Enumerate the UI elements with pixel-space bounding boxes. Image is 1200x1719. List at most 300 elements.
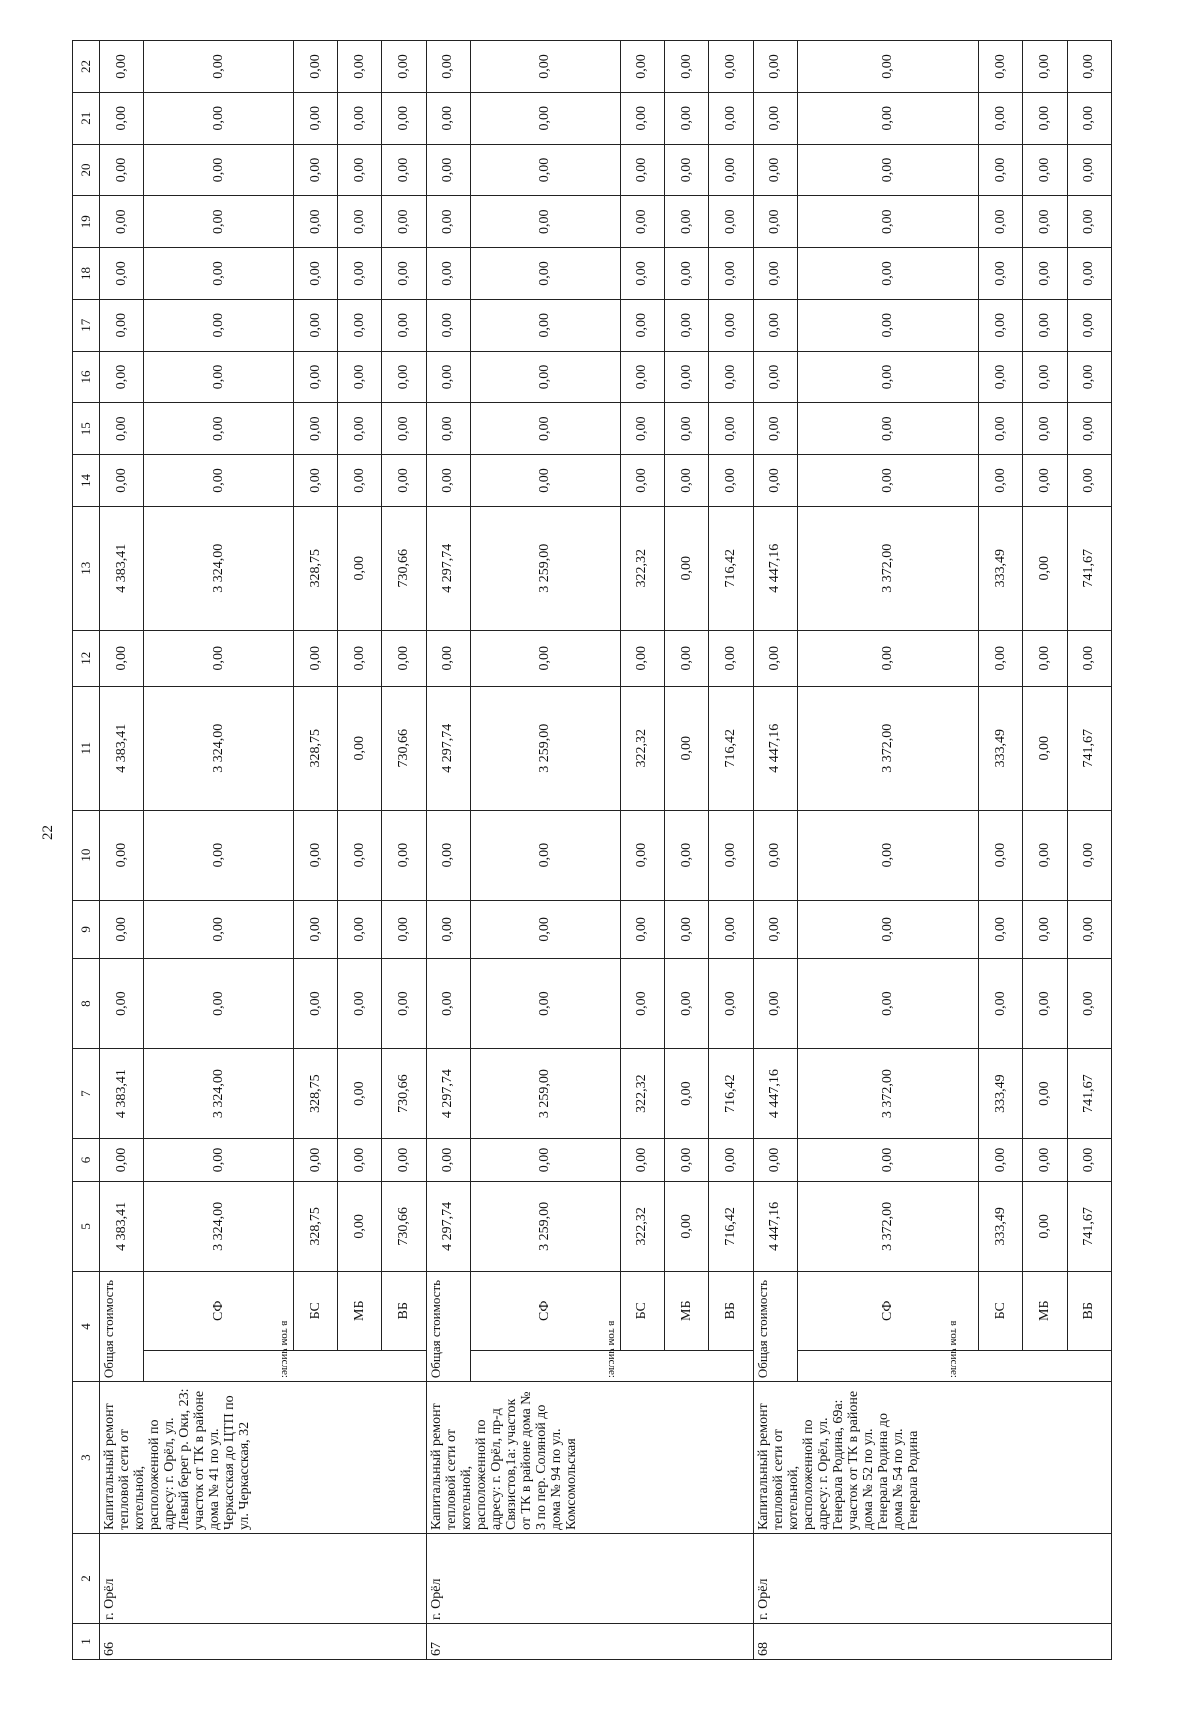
object-description: Капитальный ремонт тепловой сети от котельной, расположенной по адресу: г. Орёл, ул. Генерала Родина, 69а: участок от ТК в районе дома № 52 по ул. Генерала Родина до дома № 54 по ул. Генерала Родина: [753, 1382, 1112, 1534]
value-cell: 716,42: [709, 1049, 753, 1139]
value-cell: 0,00: [382, 248, 426, 300]
value-cell: 730,66: [382, 686, 426, 810]
value-cell: 0,00: [620, 196, 664, 248]
value-cell: 0,00: [797, 959, 978, 1049]
value-cell: 0,00: [382, 351, 426, 403]
value-cell: 3 259,00: [471, 1049, 621, 1139]
value-cell: 0,00: [426, 403, 470, 455]
value-cell: 0,00: [1023, 41, 1067, 93]
value-cell: 4 447,16: [753, 1049, 797, 1139]
value-cell: 0,00: [797, 196, 978, 248]
value-cell: 0,00: [709, 351, 753, 403]
value-cell: 0,00: [797, 351, 978, 403]
value-cell: 0,00: [753, 248, 797, 300]
value-cell: 0,00: [979, 959, 1023, 1049]
col-header: 11: [73, 686, 100, 810]
value-cell: 0,00: [426, 900, 470, 959]
object-description: Капитальный ремонт тепловой сети от котельной, расположенной по адресу: г. Орёл, пр-д Связистов,1а: участок от ТК в районе дома № 3 по пер. Соляной до дома № 94 по ул. Комсомольская: [426, 1382, 753, 1534]
value-cell: 0,00: [979, 299, 1023, 351]
value-cell: 0,00: [753, 92, 797, 144]
in-total-group-label: [797, 1320, 1111, 1382]
value-cell: 0,00: [1023, 686, 1067, 810]
value-cell: 0,00: [382, 41, 426, 93]
funding-source: СФ: [144, 1271, 294, 1350]
value-cell: 0,00: [709, 92, 753, 144]
column-number-row: [73, 41, 100, 1660]
value-cell: 0,00: [426, 41, 470, 93]
value-cell: 0,00: [1067, 196, 1111, 248]
value-cell: 328,75: [293, 506, 337, 630]
object-city: г. Орёл: [753, 1534, 1112, 1624]
value-cell: 0,00: [338, 686, 382, 810]
value-cell: 0,00: [426, 351, 470, 403]
value-cell: 0,00: [144, 810, 294, 900]
value-cell: 0,00: [338, 196, 382, 248]
value-cell: 0,00: [100, 900, 144, 959]
value-cell: 0,00: [753, 299, 797, 351]
value-cell: 0,00: [979, 351, 1023, 403]
value-cell: 0,00: [709, 403, 753, 455]
value-cell: 0,00: [620, 900, 664, 959]
funding-source: СФ: [797, 1271, 978, 1350]
value-cell: 0,00: [797, 92, 978, 144]
value-cell: 0,00: [100, 248, 144, 300]
funding-type-total: Общая стоимость: [100, 1271, 144, 1381]
funding-source: МБ: [664, 1271, 708, 1350]
value-cell: 3 324,00: [144, 686, 294, 810]
value-cell: 0,00: [753, 810, 797, 900]
value-cell: 0,00: [144, 959, 294, 1049]
funding-source: ВБ: [709, 1271, 753, 1350]
value-cell: 0,00: [664, 1139, 708, 1182]
value-cell: 0,00: [338, 299, 382, 351]
value-cell: 3 259,00: [471, 1181, 621, 1271]
value-cell: 0,00: [426, 455, 470, 507]
value-cell: 0,00: [293, 403, 337, 455]
value-cell: 0,00: [426, 630, 470, 686]
value-cell: 741,67: [1067, 686, 1111, 810]
value-cell: 0,00: [144, 248, 294, 300]
value-cell: 0,00: [797, 41, 978, 93]
value-cell: 0,00: [293, 351, 337, 403]
value-cell: 0,00: [664, 630, 708, 686]
value-cell: 0,00: [293, 299, 337, 351]
value-cell: 0,00: [382, 900, 426, 959]
value-cell: 3 324,00: [144, 1049, 294, 1139]
value-cell: 0,00: [620, 41, 664, 93]
value-cell: 0,00: [1023, 1139, 1067, 1182]
value-cell: 0,00: [1023, 1049, 1067, 1139]
funding-source: МБ: [1023, 1271, 1067, 1350]
value-cell: 0,00: [1067, 403, 1111, 455]
value-cell: 322,32: [620, 1049, 664, 1139]
value-cell: 0,00: [144, 92, 294, 144]
value-cell: 4 383,41: [100, 506, 144, 630]
value-cell: 0,00: [753, 900, 797, 959]
value-cell: 741,67: [1067, 1181, 1111, 1271]
value-cell: 0,00: [664, 248, 708, 300]
value-cell: 0,00: [338, 900, 382, 959]
value-cell: 0,00: [620, 144, 664, 196]
value-cell: 0,00: [664, 900, 708, 959]
value-cell: 0,00: [620, 248, 664, 300]
value-cell: 0,00: [100, 299, 144, 351]
value-cell: 0,00: [471, 455, 621, 507]
table-row: [100, 41, 144, 1660]
value-cell: 0,00: [664, 92, 708, 144]
value-cell: 0,00: [797, 900, 978, 959]
value-cell: 0,00: [100, 1139, 144, 1182]
value-cell: 0,00: [979, 810, 1023, 900]
value-cell: 0,00: [664, 1181, 708, 1271]
value-cell: 0,00: [1023, 506, 1067, 630]
value-cell: 0,00: [293, 455, 337, 507]
col-header: 16: [73, 351, 100, 403]
value-cell: 4 447,16: [753, 506, 797, 630]
value-cell: 0,00: [797, 403, 978, 455]
value-cell: 0,00: [426, 299, 470, 351]
value-cell: 4 297,74: [426, 686, 470, 810]
value-cell: 0,00: [979, 144, 1023, 196]
value-cell: 0,00: [338, 41, 382, 93]
value-cell: 0,00: [797, 144, 978, 196]
value-cell: 0,00: [100, 41, 144, 93]
value-cell: 0,00: [293, 810, 337, 900]
value-cell: 0,00: [664, 959, 708, 1049]
col-header: 4: [73, 1271, 100, 1381]
value-cell: 0,00: [100, 196, 144, 248]
value-cell: 4 447,16: [753, 686, 797, 810]
value-cell: 0,00: [471, 351, 621, 403]
value-cell: 0,00: [100, 959, 144, 1049]
value-cell: 0,00: [144, 196, 294, 248]
value-cell: 0,00: [382, 403, 426, 455]
value-cell: 0,00: [1023, 196, 1067, 248]
value-cell: 0,00: [1067, 810, 1111, 900]
value-cell: 0,00: [979, 196, 1023, 248]
funding-source: ВБ: [1067, 1271, 1111, 1350]
value-cell: 0,00: [753, 351, 797, 403]
value-cell: 322,32: [620, 1181, 664, 1271]
in-total-group-label: [144, 1320, 426, 1382]
table-body: [100, 41, 1112, 1660]
value-cell: 0,00: [709, 299, 753, 351]
value-cell: 0,00: [1067, 41, 1111, 93]
value-cell: 0,00: [620, 351, 664, 403]
value-cell: 0,00: [100, 455, 144, 507]
value-cell: 0,00: [709, 196, 753, 248]
value-cell: 3 372,00: [797, 506, 978, 630]
value-cell: 0,00: [426, 248, 470, 300]
value-cell: 0,00: [797, 248, 978, 300]
value-cell: 322,32: [620, 506, 664, 630]
value-cell: 0,00: [1067, 144, 1111, 196]
value-cell: 0,00: [1023, 455, 1067, 507]
value-cell: 0,00: [620, 92, 664, 144]
col-header: 19: [73, 196, 100, 248]
value-cell: 0,00: [664, 41, 708, 93]
value-cell: 4 383,41: [100, 1049, 144, 1139]
value-cell: 0,00: [664, 1049, 708, 1139]
value-cell: 3 372,00: [797, 686, 978, 810]
in-total-group-label: [471, 1320, 753, 1382]
value-cell: 0,00: [709, 1139, 753, 1182]
value-cell: 730,66: [382, 506, 426, 630]
value-cell: 0,00: [797, 1139, 978, 1182]
value-cell: 0,00: [471, 92, 621, 144]
value-cell: 0,00: [620, 403, 664, 455]
value-cell: 0,00: [338, 403, 382, 455]
value-cell: 0,00: [753, 959, 797, 1049]
value-cell: 0,00: [1023, 900, 1067, 959]
value-cell: 0,00: [426, 810, 470, 900]
funding-type-total: Общая стоимость: [753, 1271, 797, 1381]
value-cell: 0,00: [426, 1139, 470, 1182]
value-cell: 0,00: [338, 1181, 382, 1271]
value-cell: 0,00: [100, 144, 144, 196]
col-header: 1: [73, 1624, 100, 1660]
value-cell: 0,00: [144, 455, 294, 507]
value-cell: 322,32: [620, 686, 664, 810]
object-number: 68: [753, 1624, 1112, 1660]
value-cell: 0,00: [709, 455, 753, 507]
value-cell: 0,00: [144, 630, 294, 686]
value-cell: 3 372,00: [797, 1181, 978, 1271]
in-total-label-text: в том числе:: [279, 1320, 291, 1379]
value-cell: 0,00: [797, 630, 978, 686]
object-number: 66: [100, 1624, 427, 1660]
object-city: г. Орёл: [426, 1534, 753, 1624]
value-cell: 0,00: [382, 630, 426, 686]
value-cell: 0,00: [293, 144, 337, 196]
value-cell: 0,00: [100, 403, 144, 455]
value-cell: 3 259,00: [471, 506, 621, 630]
value-cell: 0,00: [293, 1139, 337, 1182]
value-cell: 0,00: [979, 92, 1023, 144]
value-cell: 0,00: [664, 351, 708, 403]
col-header: 14: [73, 455, 100, 507]
value-cell: 0,00: [144, 299, 294, 351]
value-cell: 4 297,74: [426, 1049, 470, 1139]
object-number: 67: [426, 1624, 753, 1660]
value-cell: 0,00: [1067, 351, 1111, 403]
value-cell: 0,00: [338, 1049, 382, 1139]
value-cell: 3 324,00: [144, 506, 294, 630]
value-cell: 0,00: [1023, 630, 1067, 686]
value-cell: 0,00: [753, 1139, 797, 1182]
value-cell: 333,49: [979, 1049, 1023, 1139]
value-cell: 0,00: [382, 196, 426, 248]
funding-source: СФ: [471, 1271, 621, 1350]
value-cell: 0,00: [293, 41, 337, 93]
value-cell: 0,00: [338, 92, 382, 144]
value-cell: 0,00: [293, 630, 337, 686]
value-cell: 333,49: [979, 1181, 1023, 1271]
value-cell: 0,00: [1023, 959, 1067, 1049]
funding-source: БС: [979, 1271, 1023, 1350]
value-cell: 0,00: [338, 351, 382, 403]
funding-source: ВБ: [382, 1271, 426, 1350]
value-cell: 0,00: [1023, 1181, 1067, 1271]
value-cell: 0,00: [1023, 403, 1067, 455]
value-cell: 0,00: [293, 959, 337, 1049]
value-cell: 0,00: [471, 248, 621, 300]
page-number: 22: [40, 825, 56, 840]
value-cell: 0,00: [709, 630, 753, 686]
value-cell: 0,00: [709, 248, 753, 300]
value-cell: 0,00: [426, 92, 470, 144]
value-cell: 0,00: [753, 196, 797, 248]
value-cell: 0,00: [1023, 810, 1067, 900]
col-header: 2: [73, 1534, 100, 1624]
value-cell: 0,00: [709, 900, 753, 959]
value-cell: 730,66: [382, 1049, 426, 1139]
value-cell: 0,00: [144, 1139, 294, 1182]
col-header: 8: [73, 959, 100, 1049]
value-cell: 741,67: [1067, 1049, 1111, 1139]
col-header: 5: [73, 1181, 100, 1271]
value-cell: 0,00: [979, 455, 1023, 507]
value-cell: 0,00: [144, 351, 294, 403]
value-cell: 0,00: [100, 351, 144, 403]
value-cell: 0,00: [338, 248, 382, 300]
value-cell: 716,42: [709, 506, 753, 630]
value-cell: 0,00: [100, 630, 144, 686]
value-cell: 0,00: [471, 900, 621, 959]
value-cell: 0,00: [979, 900, 1023, 959]
object-city: г. Орёл: [100, 1534, 427, 1624]
repair-cost-table: [72, 40, 1112, 1660]
col-header: 6: [73, 1139, 100, 1182]
value-cell: 0,00: [979, 630, 1023, 686]
value-cell: 0,00: [753, 630, 797, 686]
col-header: 17: [73, 299, 100, 351]
col-header: 3: [73, 1382, 100, 1534]
value-cell: 0,00: [753, 144, 797, 196]
value-cell: 0,00: [426, 959, 470, 1049]
value-cell: 328,75: [293, 686, 337, 810]
value-cell: 0,00: [620, 810, 664, 900]
value-cell: 0,00: [1023, 144, 1067, 196]
rotated-table-wrapper: [72, 40, 1112, 1660]
col-header: 18: [73, 248, 100, 300]
col-header: 13: [73, 506, 100, 630]
value-cell: 716,42: [709, 1181, 753, 1271]
value-cell: 0,00: [1067, 900, 1111, 959]
value-cell: 4 447,16: [753, 1181, 797, 1271]
value-cell: 3 324,00: [144, 1181, 294, 1271]
value-cell: 3 259,00: [471, 686, 621, 810]
value-cell: 0,00: [471, 810, 621, 900]
value-cell: 0,00: [293, 92, 337, 144]
value-cell: 3 372,00: [797, 1049, 978, 1139]
value-cell: 716,42: [709, 686, 753, 810]
value-cell: 0,00: [753, 403, 797, 455]
value-cell: 0,00: [979, 41, 1023, 93]
value-cell: 0,00: [338, 630, 382, 686]
value-cell: 0,00: [1067, 248, 1111, 300]
value-cell: 0,00: [709, 810, 753, 900]
value-cell: 0,00: [1067, 92, 1111, 144]
value-cell: 0,00: [471, 1139, 621, 1182]
value-cell: 0,00: [382, 144, 426, 196]
value-cell: 0,00: [709, 144, 753, 196]
value-cell: 0,00: [664, 403, 708, 455]
value-cell: 0,00: [471, 41, 621, 93]
value-cell: 0,00: [664, 196, 708, 248]
value-cell: 0,00: [664, 686, 708, 810]
value-cell: 0,00: [1023, 351, 1067, 403]
value-cell: 0,00: [100, 810, 144, 900]
value-cell: 0,00: [620, 959, 664, 1049]
col-header: 21: [73, 92, 100, 144]
value-cell: 0,00: [664, 299, 708, 351]
col-header: 12: [73, 630, 100, 686]
value-cell: 0,00: [338, 455, 382, 507]
value-cell: 0,00: [620, 630, 664, 686]
value-cell: 0,00: [144, 403, 294, 455]
value-cell: 0,00: [100, 92, 144, 144]
value-cell: 0,00: [1023, 248, 1067, 300]
value-cell: 0,00: [797, 810, 978, 900]
value-cell: 0,00: [144, 41, 294, 93]
col-header: 20: [73, 144, 100, 196]
value-cell: 0,00: [797, 455, 978, 507]
value-cell: 0,00: [1067, 959, 1111, 1049]
value-cell: 0,00: [620, 455, 664, 507]
value-cell: 0,00: [1023, 299, 1067, 351]
value-cell: 0,00: [382, 810, 426, 900]
value-cell: 0,00: [979, 248, 1023, 300]
value-cell: 0,00: [338, 1139, 382, 1182]
value-cell: 0,00: [664, 506, 708, 630]
value-cell: 0,00: [471, 144, 621, 196]
value-cell: 333,49: [979, 506, 1023, 630]
value-cell: 0,00: [979, 403, 1023, 455]
value-cell: 0,00: [753, 455, 797, 507]
value-cell: 0,00: [144, 900, 294, 959]
value-cell: 0,00: [471, 959, 621, 1049]
value-cell: 0,00: [382, 92, 426, 144]
value-cell: 4 297,74: [426, 506, 470, 630]
funding-source: МБ: [338, 1271, 382, 1350]
value-cell: 0,00: [1067, 630, 1111, 686]
value-cell: 0,00: [797, 299, 978, 351]
value-cell: 0,00: [338, 959, 382, 1049]
table-row: [753, 41, 797, 1660]
value-cell: 730,66: [382, 1181, 426, 1271]
value-cell: 0,00: [382, 455, 426, 507]
col-header: 10: [73, 810, 100, 900]
value-cell: 0,00: [293, 196, 337, 248]
value-cell: 0,00: [338, 144, 382, 196]
value-cell: 0,00: [1067, 455, 1111, 507]
value-cell: 0,00: [979, 1139, 1023, 1182]
value-cell: 4 383,41: [100, 1181, 144, 1271]
value-cell: 0,00: [293, 900, 337, 959]
object-description: Капитальный ремонт тепловой сети от котельной, расположенной по адресу: г. Орёл, ул. Левый берег р. Оки, 23: участок от ТК в районе дома № 41 по ул. Черкасская до ЦТП по ул. Черкасская, 32: [100, 1382, 427, 1534]
value-cell: 0,00: [664, 144, 708, 196]
value-cell: 0,00: [382, 959, 426, 1049]
value-cell: 0,00: [664, 455, 708, 507]
value-cell: 0,00: [1067, 299, 1111, 351]
value-cell: 0,00: [471, 630, 621, 686]
col-header: 7: [73, 1049, 100, 1139]
value-cell: 0,00: [338, 506, 382, 630]
value-cell: 0,00: [338, 810, 382, 900]
value-cell: 0,00: [293, 248, 337, 300]
funding-source: БС: [293, 1271, 337, 1350]
